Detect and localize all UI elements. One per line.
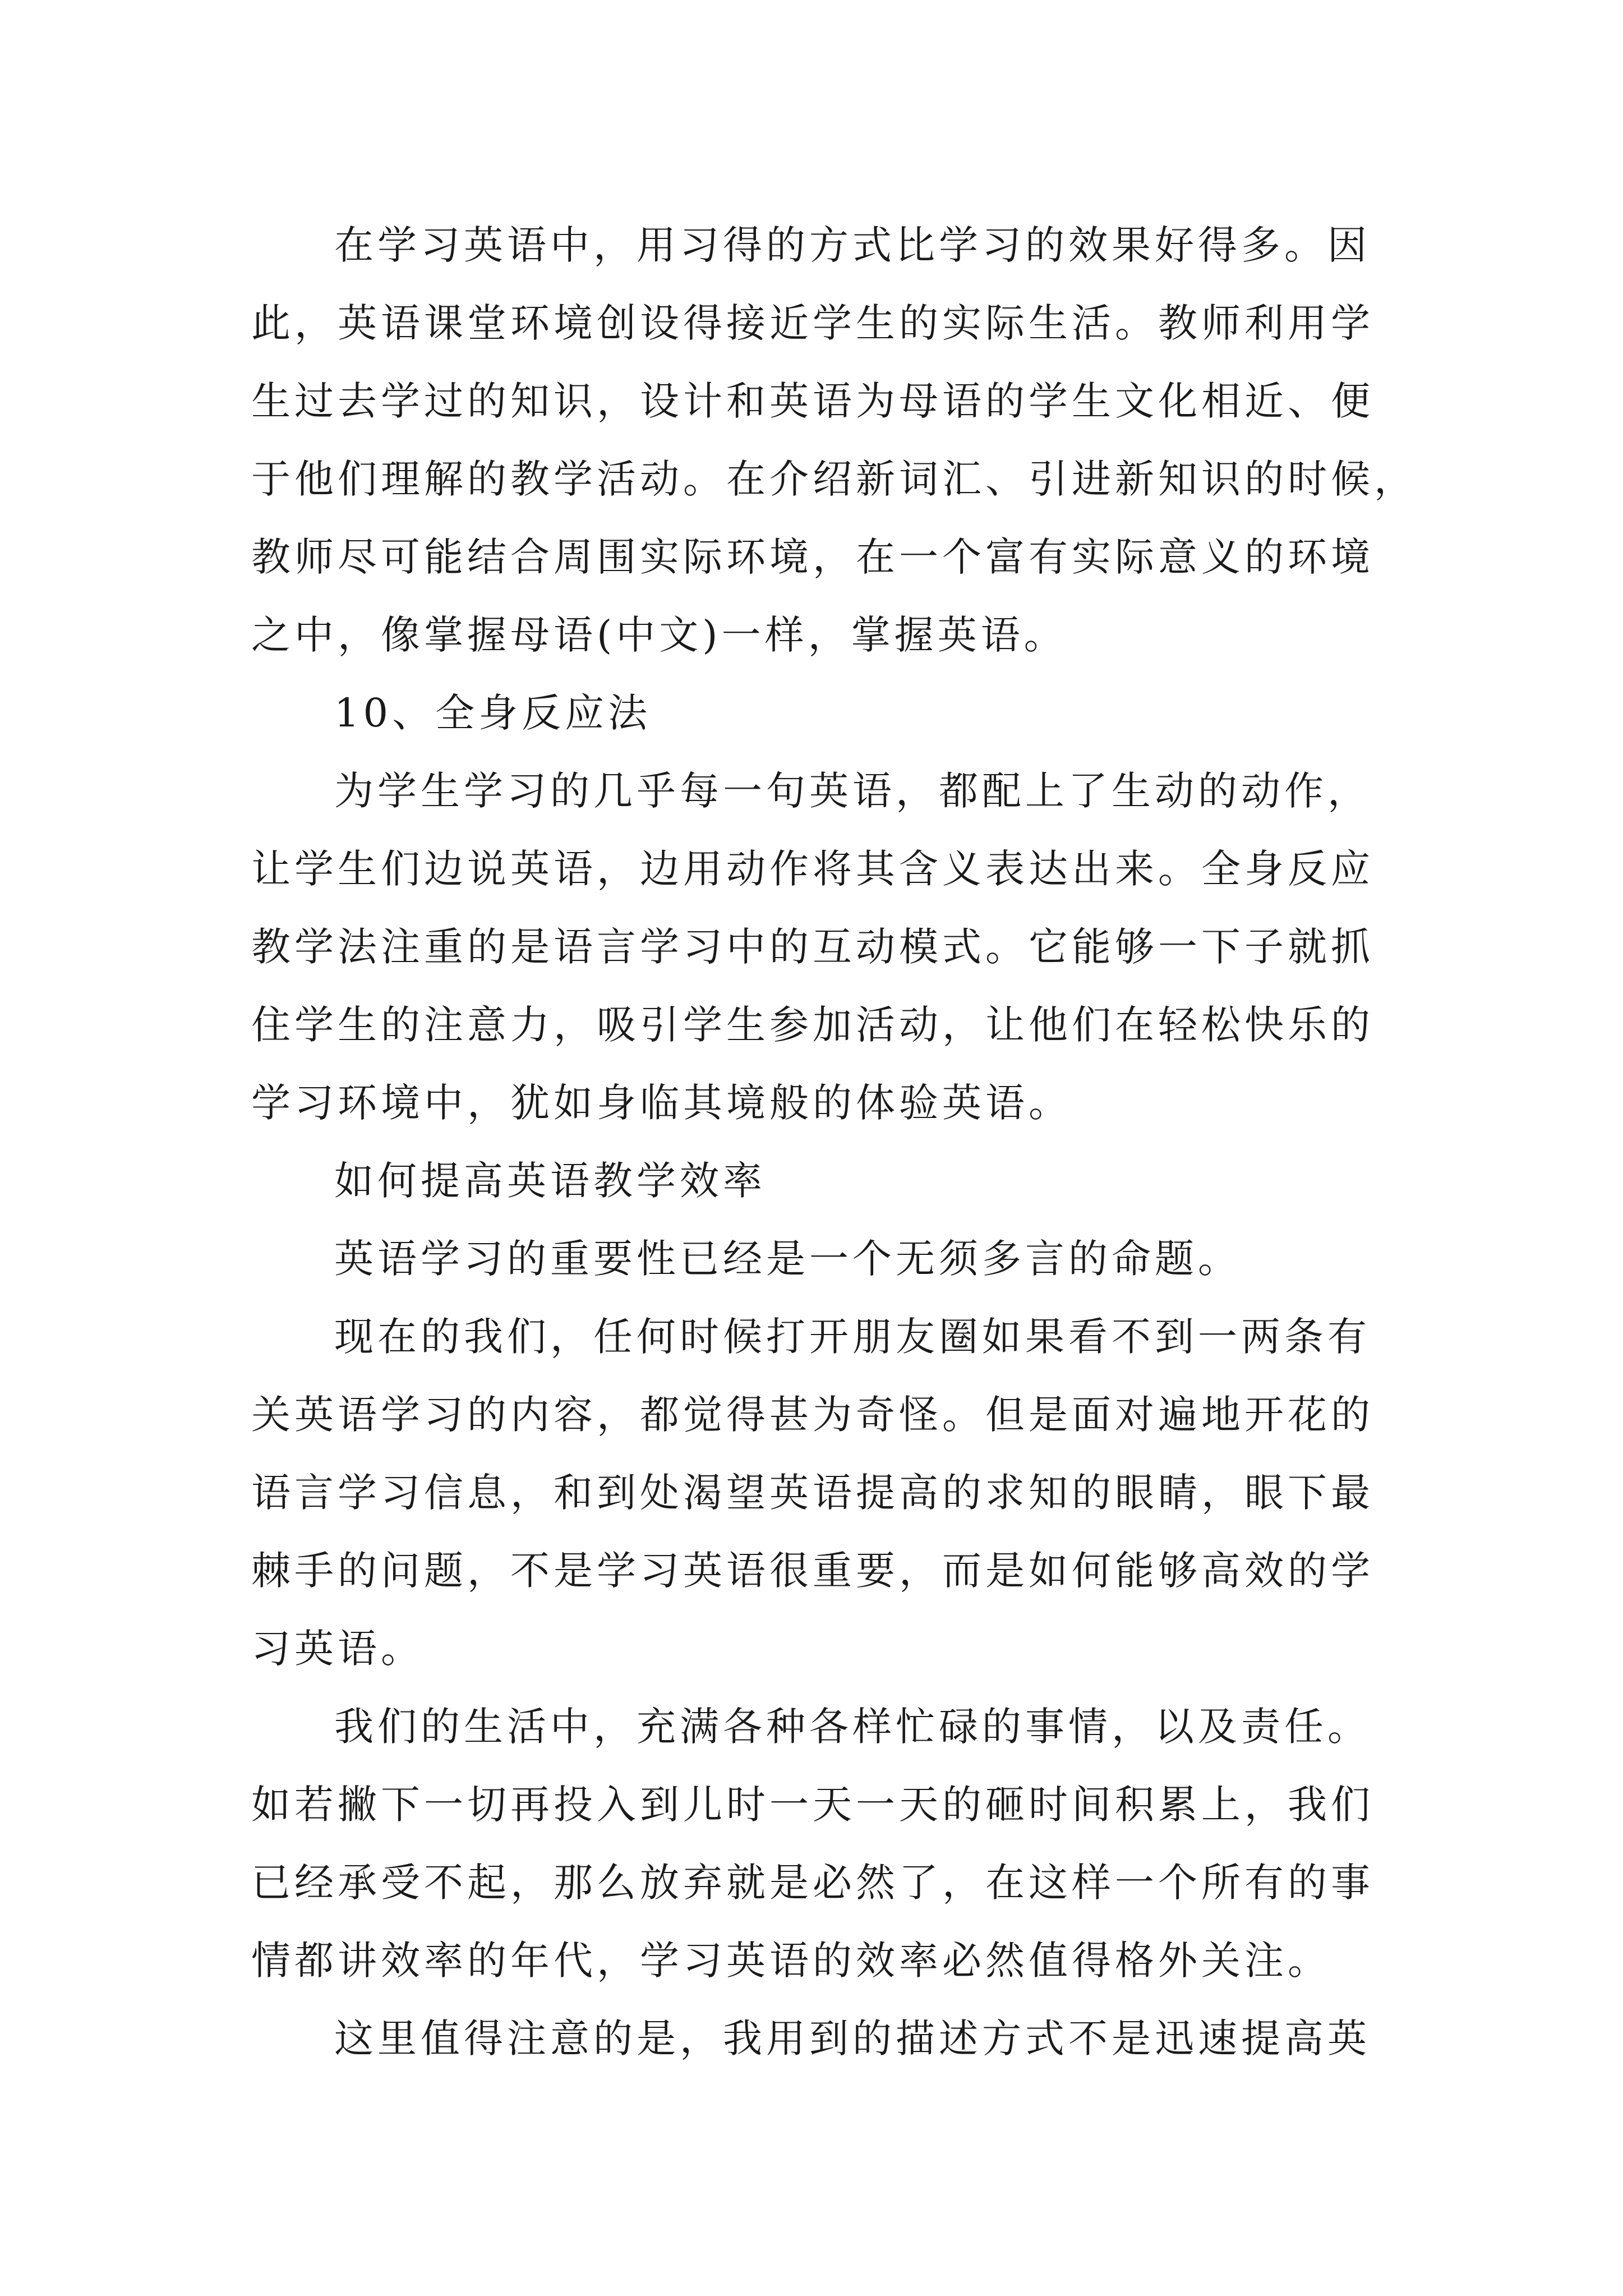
text-line: 这里值得注意的是，我用到的描述方式不是迅速提高英 <box>334 2016 1371 2062</box>
text-line: 我们的生活中，充满各种各样忙碌的事情，以及责任。 <box>334 1704 1371 1750</box>
body-text <box>251 206 1417 2078</box>
text-line: 此，英语课堂环境创设得接近学生的实际生活。教师利用学 <box>251 300 1374 346</box>
text-line: 为学生学习的几乎每一句英语，都配上了生动的动作， <box>334 768 1371 814</box>
text-line: 如若撇下一切再投入到儿时一天一天的砸时间积累上，我们 <box>251 1782 1374 1828</box>
text-line: 在学习英语中，用习得的方式比学习的效果好得多。因 <box>334 222 1371 268</box>
text-line: 住学生的注意力，吸引学生参加活动，让他们在轻松快乐的 <box>251 1002 1374 1048</box>
text-line: 教学法注重的是语言学习中的互动模式。它能够一下子就抓 <box>251 924 1374 970</box>
text-line: 于他们理解的教学活动。在介绍新词汇、引进新知识的时候， <box>251 456 1417 502</box>
text-line: 情都讲效率的年代，学习英语的效率必然值得格外关注。 <box>251 1938 1331 1984</box>
text-line: 现在的我们，任何时候打开朋友圈如果看不到一两条有 <box>334 1314 1371 1360</box>
section-heading: 10、全身反应法 <box>334 690 652 736</box>
text-line: 语言学习信息，和到处渴望英语提高的求知的眼睛，眼下最 <box>251 1470 1374 1516</box>
text-line: 棘手的问题，不是学习英语很重要，而是如何能够高效的学 <box>251 1548 1374 1594</box>
text-line: 让学生们边说英语，边用动作将其含义表达出来。全身反应 <box>251 846 1374 892</box>
text-line: 之中，像掌握母语(中文)一样，掌握英语。 <box>251 612 1067 658</box>
text-line: 习英语。 <box>251 1626 424 1672</box>
text-line: 关英语学习的内容，都觉得甚为奇怪。但是面对遍地开花的 <box>251 1392 1374 1438</box>
text-line: 生过去学过的知识，设计和英语为母语的学生文化相近、便 <box>251 378 1374 424</box>
text-line: 教师尽可能结合周围实际环境，在一个富有实际意义的环境 <box>251 534 1374 580</box>
text-line: 已经承受不起，那么放弃就是必然了，在这样一个所有的事 <box>251 1860 1374 1906</box>
text-line: 英语学习的重要性已经是一个无须多言的命题。 <box>334 1236 1241 1282</box>
text-line: 学习环境中，犹如身临其境般的体验英语。 <box>251 1080 1072 1126</box>
section-heading: 如何提高英语教学效率 <box>334 1158 766 1204</box>
